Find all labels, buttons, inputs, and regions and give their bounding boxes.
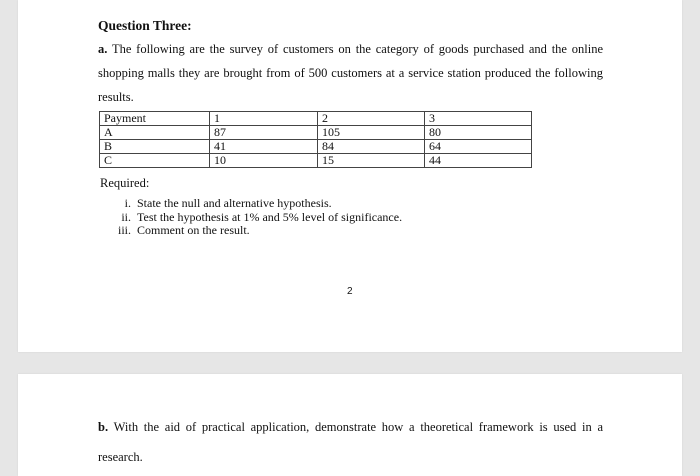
document-page-2: [18, 374, 682, 476]
list-item-number: i.: [124, 196, 131, 210]
table-cell: 15: [318, 154, 425, 168]
table-cell: 84: [318, 140, 425, 154]
table-cell: B: [100, 140, 210, 154]
table-header-cell: 3: [425, 112, 532, 126]
table-row: [100, 140, 532, 154]
table-header-cell: 1: [210, 112, 318, 126]
list-item: [110, 224, 402, 238]
survey-table: [99, 111, 532, 168]
table-cell: A: [100, 126, 210, 140]
table-cell: 87: [210, 126, 318, 140]
list-item: [110, 211, 402, 225]
part-b-label: b.: [98, 420, 109, 434]
question-heading: Question Three:: [98, 18, 192, 33]
list-item-text: Comment on the result.: [137, 223, 250, 237]
part-a-text: The following are the survey of customers on the category of goods purchased and the online shopping malls they are brought from of 500 customers at a service station produced the following results.: [98, 42, 603, 104]
table-cell: 44: [425, 154, 532, 168]
part-b-text: With the aid of practical application, demonstrate how a theoretical framework is used in a research.: [98, 420, 603, 464]
required-list: [110, 197, 402, 238]
table-header-row: [100, 112, 532, 126]
required-label: Required:: [100, 176, 150, 190]
table-header-cell: Payment: [100, 112, 210, 126]
table-header-cell: 2: [318, 112, 425, 126]
list-item-text: State the null and alternative hypothesis.: [137, 196, 332, 210]
table-row: [100, 126, 532, 140]
table-cell: 80: [425, 126, 532, 140]
part-a-label: a.: [98, 42, 108, 56]
table-cell: 64: [425, 140, 532, 154]
table-cell: 41: [210, 140, 318, 154]
list-item-text: Test the hypothesis at 1% and 5% level of significance.: [137, 209, 403, 224]
list-item: [110, 197, 402, 211]
table-cell: C: [100, 154, 210, 168]
part-b-paragraph: [98, 412, 603, 472]
list-item-number: iii.: [117, 223, 131, 237]
document-page-1: [18, 0, 682, 352]
table-cell: 105: [318, 126, 425, 140]
page-number: 2: [347, 286, 353, 297]
table-row: [100, 154, 532, 168]
part-a-paragraph: [98, 37, 603, 109]
table-cell: 10: [210, 154, 318, 168]
list-item-number: ii.: [121, 209, 131, 224]
